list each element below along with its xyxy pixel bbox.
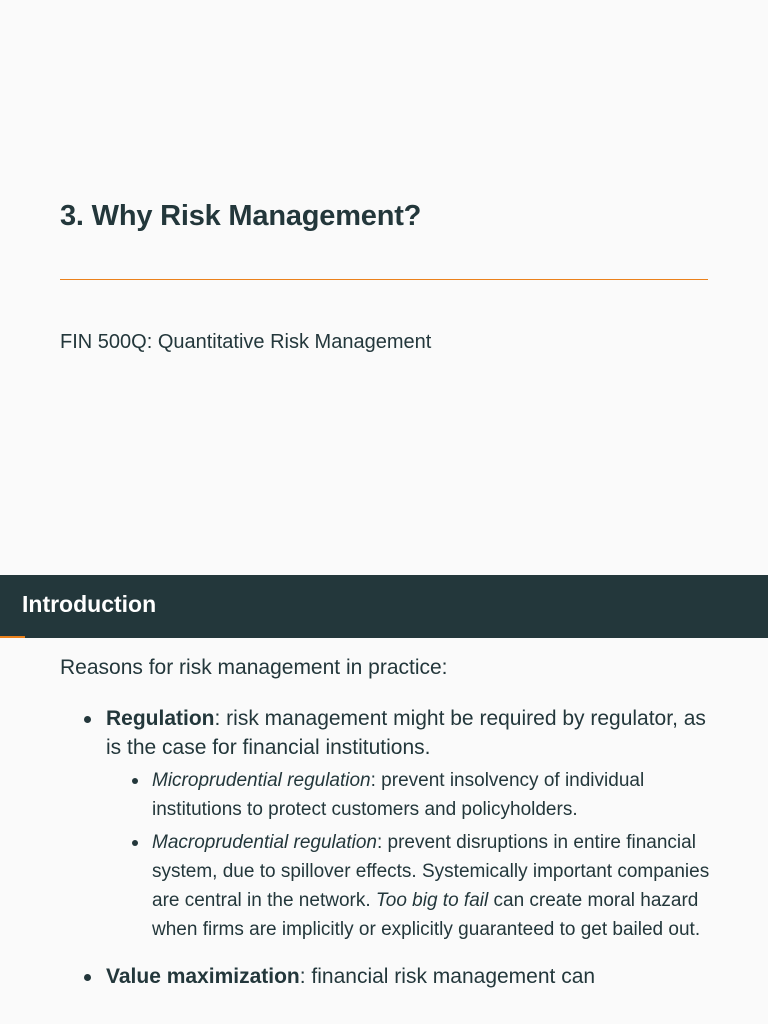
sublist-item-macro bbox=[152, 828, 726, 944]
term-value-maximization: Value maximization bbox=[106, 965, 300, 988]
regulation-sublist bbox=[152, 766, 726, 944]
deck-subtitle: FIN 500Q: Quantitative Risk Management bbox=[60, 331, 432, 353]
term-regulation: Regulation bbox=[106, 707, 215, 730]
reasons-list bbox=[106, 704, 726, 1009]
term-microprudential: Microprudential regulation bbox=[152, 770, 371, 791]
list-item-value-max bbox=[106, 962, 726, 991]
text-macroprudential-2: can create moral hazard when firms are implicitly or explicitly guaranteed to get bailed out. bbox=[152, 890, 701, 940]
text-macroprudential: : prevent disruptions in entire financial system, due to spillover effects. Systemically important companies are central in the network. bbox=[152, 832, 710, 911]
text-value-maximization: : financial risk management can bbox=[299, 965, 596, 988]
frame-title: Introduction bbox=[22, 591, 157, 617]
term-macroprudential: Macroprudential regulation bbox=[152, 832, 377, 853]
frame-header bbox=[0, 575, 768, 638]
frame-body bbox=[0, 638, 768, 1024]
text-microprudential: : prevent insolvency of individual institutions to protect customers and policyholders. bbox=[152, 770, 645, 820]
list-item-regulation bbox=[106, 704, 726, 944]
intro-text: Reasons for risk management in practice: bbox=[60, 656, 448, 679]
sublist-item-micro bbox=[152, 766, 726, 824]
emph-too-big-to-fail: Too big to fail bbox=[375, 890, 489, 911]
deck-title: 3. Why Risk Management? bbox=[60, 200, 422, 232]
title-divider bbox=[60, 279, 708, 280]
text-regulation: : risk management might be required by regulator, as is the case for financial institutions. bbox=[106, 707, 706, 759]
